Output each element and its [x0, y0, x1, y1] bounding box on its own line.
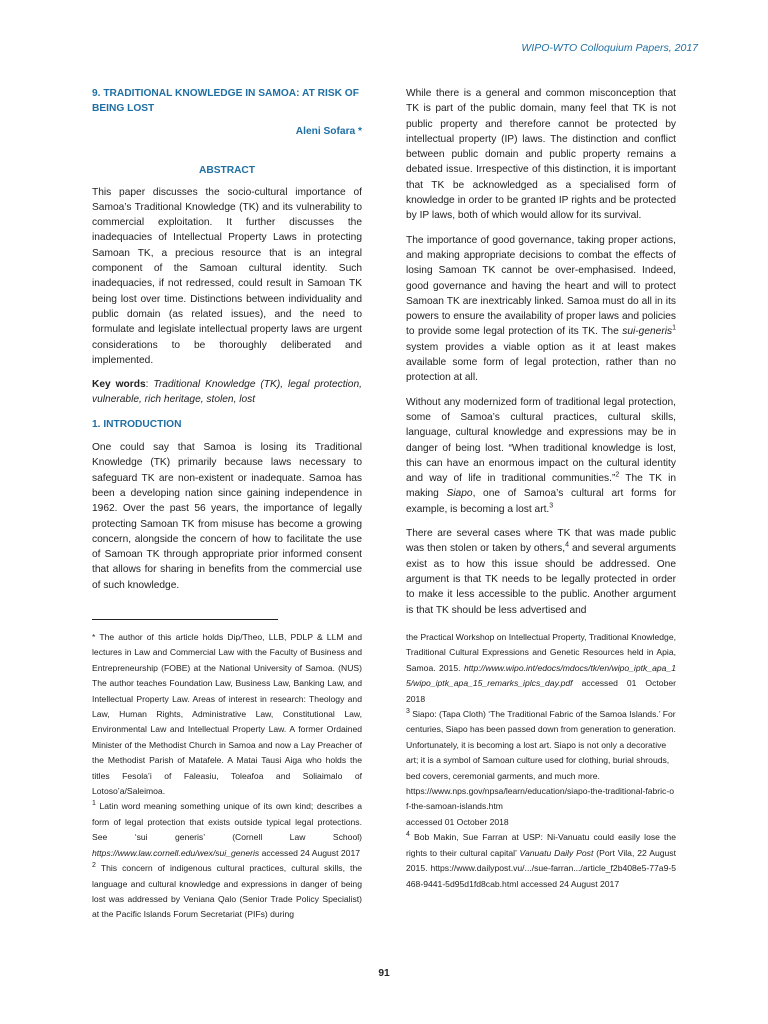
footnote-1-number: 1 [92, 800, 96, 808]
footnotes-left [92, 630, 362, 923]
footnote-ref-4: 4 [565, 541, 569, 549]
footnote-2-text: This concern of indigenous cultural practices, cultural skills, the language and cultural knowledge and expressions in danger of being lost was addressed by Veniana Qalo (Senior Trade Policy Specialist) at the Pacific Islands Forum Secretariat (PIFs) during [92, 863, 362, 920]
footnote-divider [92, 619, 278, 620]
footnote-3-accessed: accessed 01 October 2018 [406, 816, 509, 827]
footnote-4-text-a: Bob Makin, Sue Farran at USP: Ni-Vanuatu could easily lose the rights to their cultural capital’ [406, 832, 676, 858]
introduction-heading: 1. INTRODUCTION [92, 418, 182, 430]
footnote-4 [406, 830, 676, 892]
footnote-1 [92, 799, 362, 861]
footnote-4-text-b: (Port Vila, 22 August 2015. https://www.dailypost.vu/.../sue-farran.../article_f2b408e5-77a9-5468-9441-5d95d1fd8cab.html accessed 24 August 2017 [406, 847, 676, 889]
footnote-1-text: Latin word meaning something unique of its own kind; describes a form of legal protection that exists outside typical legal protections. See ‘sui generis’ (Cornell Law School) [92, 801, 362, 843]
footnotes-right [406, 630, 676, 892]
footnote-ref-1: 1 [672, 325, 676, 333]
para2-text-b: system provides a viable option as it at least makes available some form of legal protection, rather than no protection at all. [406, 341, 676, 384]
footnote-2-number: 2 [92, 862, 96, 870]
keywords [92, 377, 362, 408]
para4-text-b: and several arguments exist as to how this issue should be addressed. One argument is that TK needs to be legally protected in order to make it less accessible to the public. Another argument is that TK should be less advertised and [406, 543, 677, 616]
para3-text-c: , one of Samoa’s cultural art forms for example, is becoming a lost art. [406, 488, 676, 515]
footnote-4-number: 4 [406, 831, 410, 839]
footnote-author: * The author of this article holds Dip/Theo, LLB, PDLP & LLM and lectures in Law and Commercial Law with the Faculty of Business and Entrepreneurship (FOBE) at the National University of Samoa. (NUS) The author teaches Foundation Law, Business Law, Banking Law, and Intellectual Property Law. Areas of interest in research: Theology and Law, Human Rights, Administrative Law, Constitutional Law, Environmental Law and Intellectual Property Law. A former Ordained Minister of the Methodist Church in Samoa and now a Lay Preacher of the Methodist Parish of Matafele. A Matai Tausi Aiga who holds the titles Fesola’i of Faleasiu, Toleafoa and Soliaimalo of Lotoso’a/Saleimoa. [92, 632, 362, 797]
body-paragraph-1: While there is a general and common misconception that TK is part of the public domain, many feel that TK is not public property and therefore cannot be protected by intellectual property (IP) laws. The distinction and conflict between public domain and public property remains a debated issue. Irrespective of this distinction, it is important that TK be acknowledged as a specialised form of knowledge in order to be granted IP rights and be protected by IP laws, both of which would allow for its survival. [406, 88, 676, 222]
footnote-3 [406, 707, 676, 830]
keywords-label: Key words [92, 379, 146, 391]
footnote-2-cont-text: the Practical Workshop on Intellectual Property, Traditional Knowledge, Traditional Cultural Expressions and Genetic Resources held in Apia, Samoa. 2015. [406, 632, 676, 673]
footnote-3-link[interactable]: https://www.nps.gov/npsa/learn/education/siapo-the-traditional-fabric-of-the-samoan-islands.htm [406, 786, 674, 812]
abstract-text: This paper discusses the socio-cultural importance of Samoa’s Traditional Knowledge (TK) and its vulnerability to commercial exploitation. It further discusses the inadequacies of Intellectual Property Laws in protecting Samoan TK, a precious resource that is an integral component of the Samoan cultural identity. Such inadequacies, if not redressed, could result in Samoan TK being lost over time. Distinctions between individuality and public domain (as related issues), and the need to formulate and legislate intellectual property laws are urgent considerations to be thoroughly deliberated and implemented. [92, 186, 362, 366]
para2-text-a: The importance of good governance, taking proper actions, and making appropriate decisions to combat the effects of losing Samoan TK cannot be over-emphasised. Indeed, good governance and having the heart and will to protect Samoan TK are inextricably linked. Samoa must do all in its powers to ensure the availability of proper laws and policies to provide some legal protection of its TK. The [406, 234, 676, 338]
footnote-2 [92, 861, 362, 923]
footnote-ref-3: 3 [549, 502, 554, 510]
footnote-4-italic: Vanuatu Daily Post [519, 847, 594, 858]
right-column [406, 86, 676, 627]
para2-italic: sui-generis [622, 326, 673, 338]
footnote-2-link[interactable]: http://www.wipo.int/edocs/mdocs/tk/en/wipo_iptk_apa_15/wipo_iptk_apa_15_remarks_iplcs_day.pdf [406, 662, 676, 689]
body-paragraph-3 [406, 395, 676, 517]
footnote-1-link[interactable]: https://www.law.cornell.edu/wex/sui_generis [92, 847, 260, 858]
para3-text-a: Without any modernized form of traditional legal protection, some of Samoa’s cultural practices, cultural skills, language, cultural knowledge and expressions may be in danger of being lost. “When traditional knowledge is lost, this can have an enormous impact on the cultural identity and way of life in traditional communities.” [406, 396, 676, 485]
abstract-heading: ABSTRACT [198, 165, 256, 177]
keywords-list: Traditional Knowledge (TK), legal protection, vulnerable, rich heritage, stolen, lost [92, 379, 362, 406]
footnote-2-continued [406, 630, 676, 707]
footnote-1-accessed: accessed 24 August 2017 [259, 847, 361, 858]
body-paragraph-4 [406, 526, 676, 618]
left-column [92, 86, 362, 602]
footnote-ref-2: 2 [615, 471, 620, 479]
footnote-3-number: 3 [406, 708, 410, 716]
body-paragraph-2 [406, 233, 676, 386]
para3-text-b: The TK in making [406, 473, 677, 500]
keywords-separator: : [145, 379, 154, 391]
footnote-2-accessed: accessed 01 October 2018 [406, 678, 676, 704]
para4-text-a: There are several cases where TK that was made public was then stolen or taken by others, [406, 528, 676, 555]
footnote-3-text: Siapo: (Tapa Cloth) ‘The Traditional Fabric of the Samoa Islands.’ For centuries, Siapo has been passed down from generation to generation. Unfortunately, it is becoming a lost art. Siapo is not only a decorative art; it is a symbol of Samoan culture used for clothing, burial shrouds, bed covers, ceremonial garments, and much more. [406, 709, 676, 781]
article-title: 9. TRADITIONAL KNOWLEDGE IN SAMOA: AT RISK OF BEING LOST [92, 88, 359, 114]
introduction-paragraph: One could say that Samoa is losing its Traditional Knowledge (TK) primarily because laws necessary to safeguard TK are non-existent or inadequate. Samoa has been a developing nation since gaining independence in 1962. Over the past 56 years, the importance of legally protecting Samoan TK from misuse has become a growing concern, alongside the concern of how to facilitate the use of Samoan TK through appropriate prior informed consent that allows for sharing in benefits from the commercial use of such knowledge. [92, 442, 362, 591]
para3-italic: Siapo [446, 488, 473, 500]
author-name: Aleni Sofara * [295, 126, 362, 137]
running-header: WIPO-WTO Colloquium Papers, 2017 [521, 42, 698, 54]
page-number: 91 [378, 968, 390, 979]
